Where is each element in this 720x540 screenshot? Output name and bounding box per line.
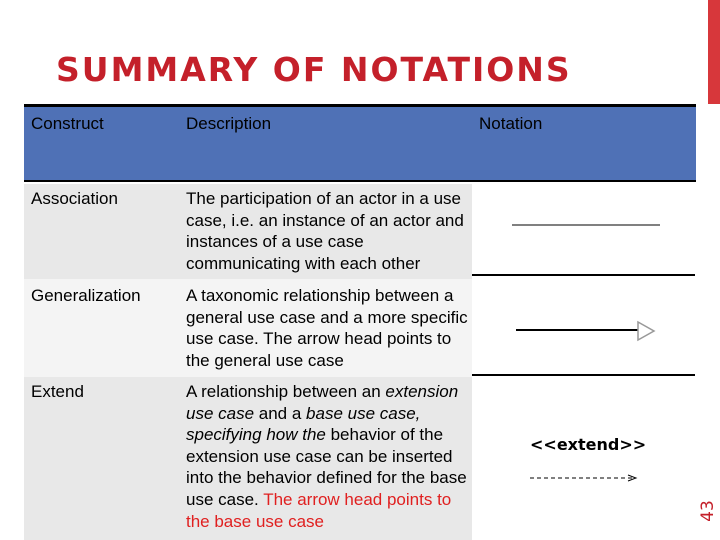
description-cell: A taxonomic relationship between a general use case and a more specific use case. The arrow head points to the general use case	[186, 286, 468, 370]
header-construct: Construct	[31, 114, 104, 133]
accent-bar	[708, 0, 720, 104]
description-cell: The participation of an actor in a use case, i.e. an instance of an actor and instances of a use case communicating with each other	[186, 189, 464, 273]
table-header	[24, 104, 696, 182]
table-row	[24, 377, 696, 540]
table-row	[24, 184, 696, 279]
construct-cell: Generalization	[31, 286, 141, 305]
description-text-italic: base use case, specifying how the	[186, 403, 421, 445]
description-cell	[186, 381, 470, 532]
construct-cell: Association	[31, 189, 118, 208]
row-divider	[472, 274, 695, 276]
description-text-italic: extension use case	[186, 382, 459, 423]
extend-dashed-arrow	[472, 377, 696, 540]
table-row	[24, 279, 696, 377]
notation-table	[24, 104, 696, 540]
association-line	[472, 184, 696, 279]
description-text-highlight: The arrow head points to the base use case	[186, 489, 452, 531]
row-divider	[472, 374, 695, 376]
description-text: and a	[254, 403, 307, 423]
page-title: SUMMARY OF NOTATIONS	[56, 50, 572, 89]
notation-cell	[472, 184, 696, 279]
extend-label: <<extend>>	[530, 435, 647, 454]
header-description: Description	[186, 114, 272, 133]
description-text: A relationship between an	[186, 382, 386, 401]
notation-cell	[472, 279, 696, 377]
description-text: behavior of the extension use case can be inserted into the behavior defined for the base use case.	[186, 425, 467, 509]
construct-cell: Extend	[31, 382, 84, 401]
notation-cell	[472, 377, 696, 540]
page-number: 43	[698, 500, 718, 522]
header-notation: Notation	[479, 114, 543, 133]
generalization-arrow	[472, 279, 696, 377]
